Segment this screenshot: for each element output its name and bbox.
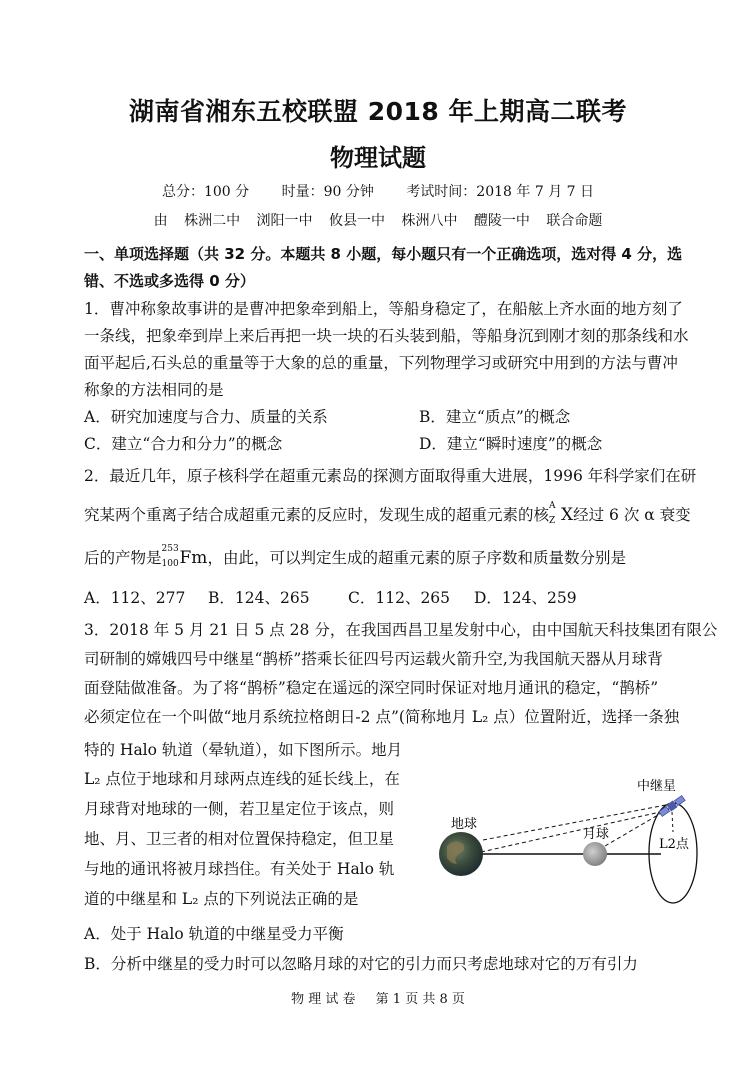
footer-subject: 物 理 试 卷 [291, 992, 356, 1007]
nuclide-x [549, 501, 574, 526]
atomic-number: 100 [161, 559, 179, 569]
q2-option-d: D．124、259 [474, 589, 577, 607]
q3-text-line: 与地的通讯将被月球挡住。有关处于 Halo 轨 [84, 860, 395, 878]
moon-label: 月球 [583, 827, 610, 842]
q3-text-line: 司研制的嫦娥四号中继星“鹊桥”搭乘长征四号丙运载火箭升空,为我国航天器从月球背 [84, 650, 663, 668]
earth-relay-line [483, 804, 671, 840]
q3-option-b: B．分析中继星的受力时可以忽略月球的对它的引力而只考虑地球对它的万有引力 [84, 955, 638, 973]
q3-text-line: L₂ 点位于地球和月球两点连线的延长线上，在 [84, 770, 400, 788]
q1-text-line: 称象的方法相同的是 [84, 381, 224, 399]
nuclide-fm [161, 544, 208, 569]
q1-option-a: A．研究加速度与合力、质量的关系 [84, 408, 328, 426]
school-name: 醴陵一中 [473, 213, 530, 229]
earth-label: 地球 [451, 817, 478, 832]
earth-moon-l2-figure [425, 770, 715, 905]
exam-date: 考试时间：2018 年 7 月 7 日 [406, 184, 595, 200]
element-symbol: X [561, 505, 574, 525]
duration: 时量：90 分钟 [281, 184, 374, 200]
school-name: 株洲八中 [401, 213, 458, 229]
q3-text-line: 面登陆做准备。为了将“鹊桥”稳定在遥远的深空同时保证对地月通讯的稳定，“鹊桥” [84, 679, 659, 697]
q2-text-line: 2．最近几年，原子核科学在超重元素岛的探测方面取得重大进展，1996 年科学家们在研 [84, 467, 697, 485]
earth-icon [439, 832, 483, 876]
q3-text-line: 地、月、卫三者的相对位置保持稳定，但卫星 [84, 830, 395, 848]
q3-option-a: A．处于 Halo 轨道的中继星受力平衡 [84, 925, 344, 943]
earth-relay-line-2 [481, 810, 669, 852]
q1-text-line: 1．曹冲称象故事讲的是曹冲把象牵到船上，等船身稳定了，在船舷上齐水面的地方刻了 [84, 300, 683, 318]
page-footer [0, 988, 756, 1007]
total-score: 总分：100 分 [161, 184, 250, 200]
exam-subtitle: 物理试题 [330, 144, 426, 172]
exam-meta [0, 181, 756, 201]
school-name: 攸县一中 [329, 213, 385, 229]
q1-option-d: D．建立“瞬时速度”的概念 [419, 435, 603, 453]
school-name: 浏阳一中 [256, 213, 313, 229]
q2-text-part: 经过 6 次 α 衰变 [573, 506, 691, 524]
element-symbol: Fm [179, 548, 208, 568]
footer-page: 第 1 页 共 8 页 [375, 992, 465, 1007]
schools-prefix: 由 [153, 213, 168, 229]
q2-option-a: A．112、277 [84, 589, 186, 607]
atomic-number: Z [549, 516, 556, 526]
moon-icon [583, 842, 607, 866]
schools-line [0, 210, 756, 230]
q3-text-line: 3．2018 年 5 月 21 日 5 点 28 分，在我国西昌卫星发射中心，由中国航天科技集团有限公 [84, 621, 718, 639]
mass-number: A [549, 501, 556, 511]
exam-title: 湖南省湘东五校联盟 2018 年上期高二联考 [129, 97, 627, 126]
q3-text-line: 道的中继星和 L₂ 点的下列说法正确的是 [84, 890, 359, 908]
q3-text-line: 必须定位在一个叫做“地月系统拉格朗日-2 点”(简称地月 L₂ 点）位置附近，选择一条独 [84, 708, 680, 726]
q1-text-line: 一条线，把象牵到岸上来后再把一块一块的石头装到船，等船身沉到刚才刻的那条线和水 [84, 327, 689, 345]
halo-orbit [649, 803, 697, 903]
school-name: 株洲二中 [184, 213, 241, 229]
schools-suffix: 联合命题 [546, 213, 603, 229]
relay-l2-line [672, 812, 673, 832]
q2-text-line [84, 503, 691, 525]
relay-label: 中继星 [637, 779, 677, 794]
q2-text-part: 究某两个重离子结合成超重元素的反应时，发现生成的超重元素的核 [84, 506, 550, 524]
mass-number: 253 [161, 544, 179, 554]
section-heading-cont: 错、不选或多选得 0 分） [84, 272, 255, 290]
q1-option-c: C．建立“合力和分力”的概念 [84, 435, 283, 453]
section-heading: 一、单项选择题（共 32 分。本题共 8 小题，每小题只有一个正确选项，选对得 4 分，选 [84, 245, 683, 263]
q1-option-b: B．建立“质点”的概念 [419, 408, 571, 426]
q1-text-line: 面平起后,石头总的重量等于大象的总的重量，下列物理学习或研究中用到的方法与曹冲 [84, 354, 678, 372]
q2-option-c: C．112、265 [348, 589, 451, 607]
q2-option-b: B．124、265 [208, 589, 310, 607]
q2-text-part: ，由此，可以判定生成的超重元素的原子序数和质量数分别是 [207, 549, 626, 567]
q3-text-line: 月球背对地球的一侧，若卫星定位于该点，则 [84, 800, 395, 818]
l2-label: L2点 [659, 837, 689, 852]
q3-text-line: 特的 Halo 轨道（晕轨道），如下图所示。地月 [84, 741, 403, 759]
q2-text-line [84, 546, 626, 568]
q2-text-part: 后的产物是 [84, 549, 162, 567]
